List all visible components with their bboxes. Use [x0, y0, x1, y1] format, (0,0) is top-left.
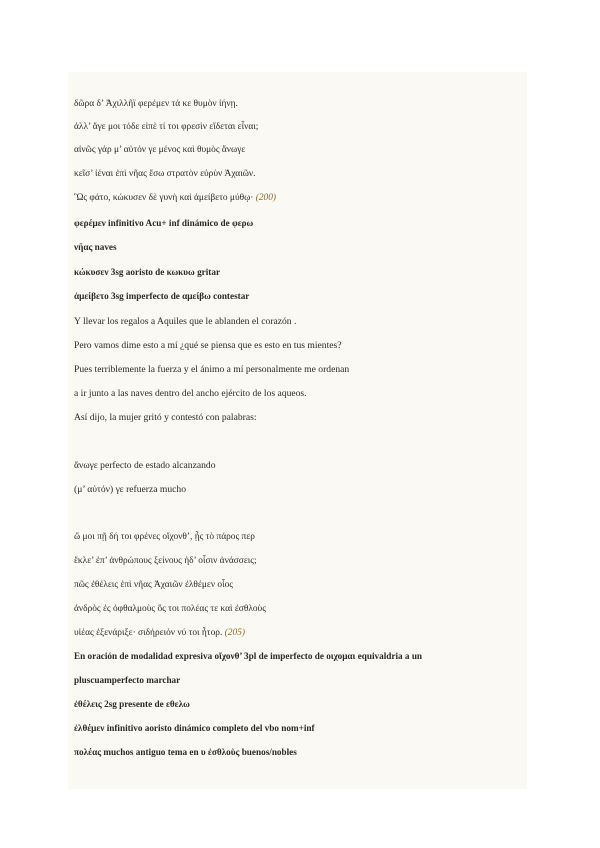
greek-line-3: αἰνῶς γάρ μ’ αὐτόν γε μένος καὶ θυμὸς ἄνωγε: [74, 145, 246, 155]
translation-line: Pues terriblemente la fuerza y el ánimo a mí personalmente me ordenan: [74, 364, 350, 375]
greek-line-2: ἀλλ’ ἄγε μοι τόδε εἰπὲ τί τοι φρεσὶν εἴδεται εἶναι;: [74, 122, 259, 132]
note-line: ἀμείβετο 3sg imperfecto de αμείβω contestar: [74, 291, 250, 301]
translation-line: Y llevar los regalos a Aquiles que le ablanden el corazón .: [74, 316, 297, 327]
greek-line-7: ἔκλε’ ἐπ’ ἀνθρώπους ξείνους ἠδ’ οἷσιν ἀνάσσεις;: [74, 556, 257, 566]
greek-line-10: [74, 627, 523, 640]
translation-line: Pero vamos dime esto a mí ¿qué se piensa que es esto en tus mientes?: [74, 340, 342, 351]
note-line: φερέμεν infinitivo Acu+ inf dinámico de φερω: [74, 218, 254, 228]
greek-line-10-text: υἱέας ἐξενάριξε· σιδήρειόν νύ τοι ἦτορ.: [74, 628, 223, 638]
greek-line-4: κεῖσ’ ἰέναι ἐπὶ νῆας ἔσω στρατὸν εὐρὺν Ἀχαιῶν.: [74, 169, 256, 179]
note-line: En oración de modalidad expresiva οἴχονθ’ 3pl de imperfecto de οιχομαι equivaldria a un: [74, 651, 423, 661]
greek-line-8: πῶς ἐθέλεις ἐπὶ νῆας Ἀχαιῶν ἐλθέμεν οἶος: [74, 580, 234, 590]
note-line: πολέας muchos antiguo tema en υ ἐσθλοὺς buenos/nobles: [74, 747, 297, 757]
translation-line: a ir junto a las naves dentro del ancho ejército de los aqueos.: [74, 388, 307, 399]
note-line: ἄνωγε perfecto de estado alcanzando: [74, 460, 216, 471]
greek-line-5: [74, 192, 523, 205]
note-line: pluscuamperfecto marchar: [74, 675, 181, 685]
greek-line-1: δῶρα δ’ Ἀχιλλῆϊ φερέμεν τά κε θυμὸν ἰήνῃ.: [74, 99, 238, 109]
document-page: [68, 72, 527, 789]
greek-line-9: ἀνδρὸς ἐς ὀφθαλμοὺς ὅς τοι πολέας τε καὶ ἐσθλοὺς: [74, 604, 266, 614]
note-line: ἐλθέμεν infinitivo aoristo dinámico completo del vbo nom+inf: [74, 723, 315, 733]
note-line: ἐθέλεις 2sg presente de εθελω: [74, 699, 190, 709]
greek-line-6: ὤ μοι πῇ δή τοι φρένες οἴχονθ’, ᾗς τὸ πάρος περ: [74, 532, 255, 542]
line-number: (200): [255, 193, 277, 203]
line-number: (205): [224, 628, 245, 638]
note-line: κώκυσεν 3sg aoristo de κωκυω gritar: [74, 267, 221, 277]
note-line: (μ’ αὐτόν) γε refuerza mucho: [74, 484, 187, 495]
greek-line-5-text: Ὣς φάτο, κώκυσεν δὲ γυνὴ καὶ ἀμείβετο μύθῳ·: [74, 193, 254, 203]
note-line: νῆας naves: [74, 242, 117, 252]
translation-line: Así dijo, la mujer gritó y contestó con palabras:: [74, 412, 257, 423]
